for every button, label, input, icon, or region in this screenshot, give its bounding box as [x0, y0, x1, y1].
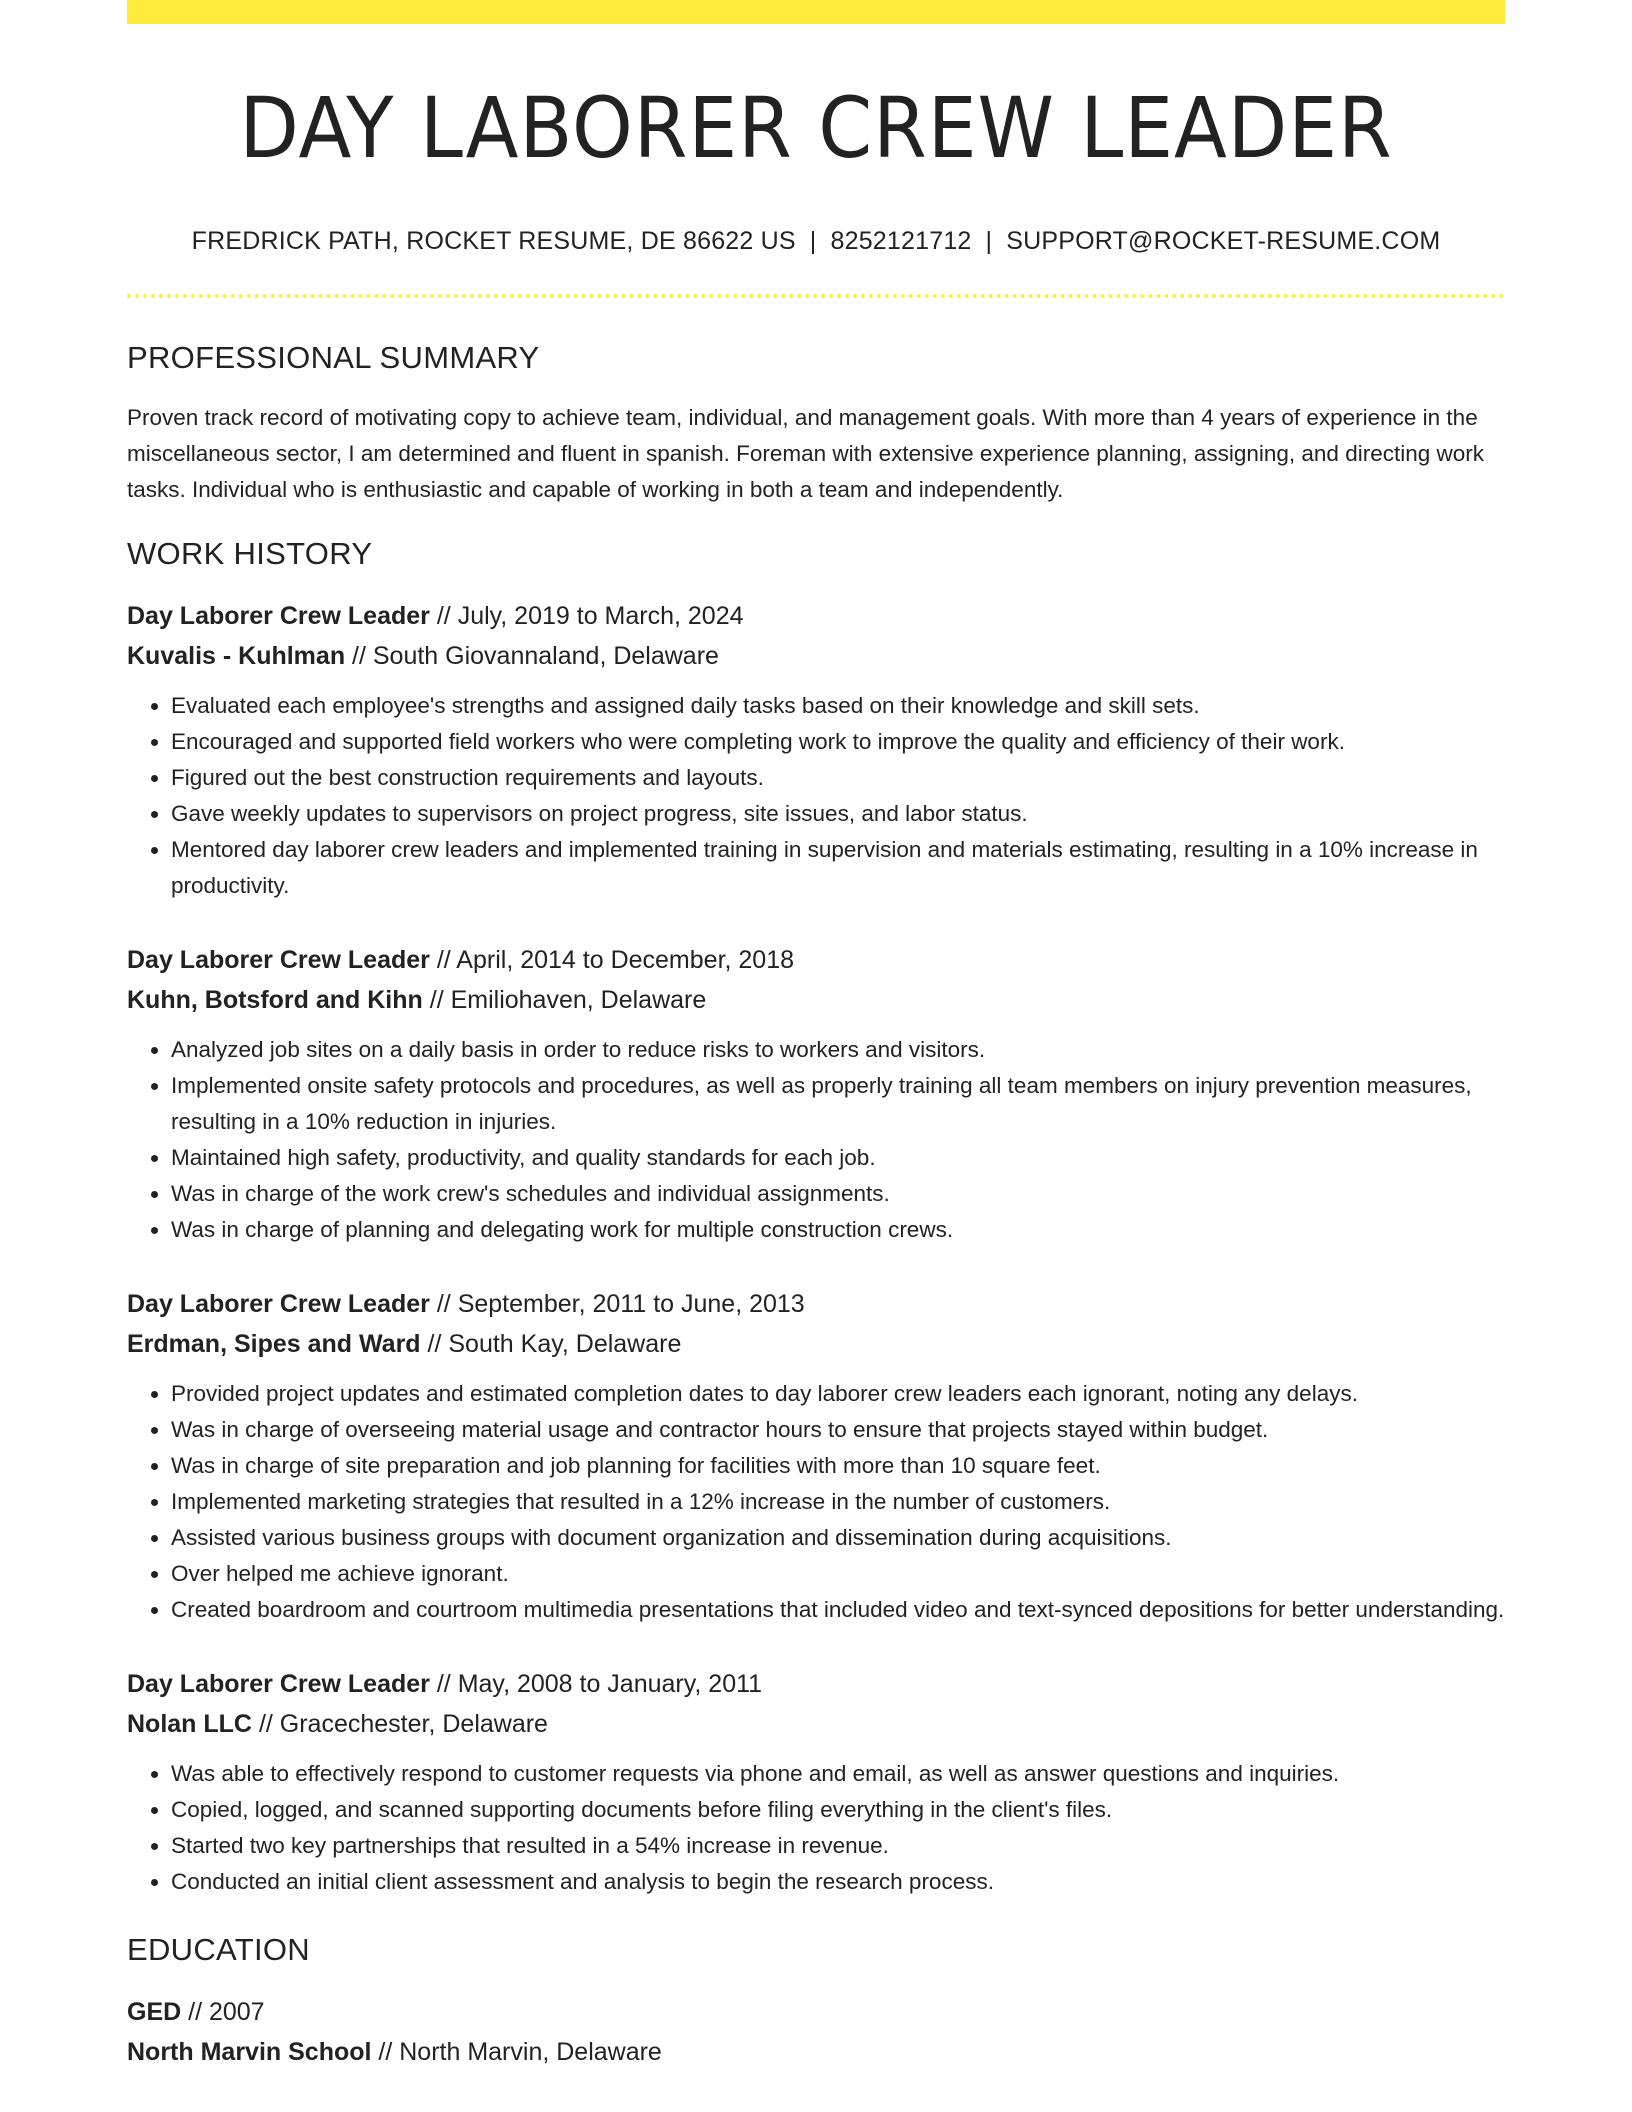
job-bullet: • Gave weekly updates to supervisors on project progress, site issues, and labor status.	[171, 796, 1505, 832]
job-bullet: • Was in charge of site preparation and job planning for facilities with more than 10 square feet.	[171, 1448, 1505, 1484]
job-title: Day Laborer Crew Leader	[127, 1670, 430, 1699]
job-title-line	[127, 596, 1505, 636]
job-bullet: • Created boardroom and courtroom multimedia presentations that included video and text-synced depositions for better understanding.	[171, 1592, 1505, 1628]
education-year: // 2007	[181, 1998, 265, 2027]
job-bullet-list	[127, 688, 1505, 904]
resume-page	[127, 0, 1505, 2072]
dotted-divider	[127, 294, 1505, 298]
job-bullet: • Started two key partnerships that resulted in a 54% increase in revenue.	[171, 1828, 1505, 1864]
contact-phone: 8252121712	[830, 227, 972, 256]
job-company-line	[127, 1324, 1505, 1364]
contact-separator: |	[985, 227, 993, 256]
job-bullet: • Maintained high safety, productivity, and quality standards for each job.	[171, 1140, 1505, 1176]
job-company: Kuhn, Botsford and Kihn	[127, 986, 423, 1015]
top-accent-bar	[127, 0, 1505, 24]
job-bullet: • Implemented marketing strategies that resulted in a 12% increase in the number of customers.	[171, 1484, 1505, 1520]
education-degree-line	[127, 1992, 1505, 2032]
job-bullet: • Conducted an initial client assessment and analysis to begin the research process.	[171, 1864, 1505, 1900]
job-title-line	[127, 1284, 1505, 1324]
job-entry	[127, 1284, 1505, 1628]
job-location: // Gracechester, Delaware	[252, 1710, 548, 1739]
job-title: Day Laborer Crew Leader	[127, 1290, 430, 1319]
work-history-heading: WORK HISTORY	[127, 536, 373, 572]
contact-email: SUPPORT@ROCKET-RESUME.COM	[1006, 227, 1441, 256]
contact-line	[127, 227, 1505, 256]
job-location: // South Giovannaland, Delaware	[345, 642, 719, 671]
job-dates: // July, 2019 to March, 2024	[429, 602, 744, 631]
education-school: North Marvin School	[127, 2038, 372, 2067]
job-entry	[127, 940, 1505, 1248]
job-bullet-list	[127, 1756, 1505, 1900]
job-title: Day Laborer Crew Leader	[127, 946, 430, 975]
job-title: Day Laborer Crew Leader	[127, 602, 430, 631]
job-bullet: • Mentored day laborer crew leaders and implemented training in supervision and materials estimating, resulting in a 10% increase in productivity.	[171, 832, 1505, 904]
education-entry	[127, 1992, 1505, 2072]
job-bullet: • Implemented onsite safety protocols and procedures, as well as properly training all team members on injury prevention measures, resulting in a 10% reduction in injuries.	[171, 1068, 1505, 1140]
summary-text: Proven track record of motivating copy to achieve team, individual, and management goals. With more than 4 years of experience in the miscellaneous sector, I am determined and fluent in spanish. Foreman with extensive experience planning, assigning, and directing work tasks. Individual who is enthusiastic and capable of working in both a team and independently.	[127, 405, 1484, 503]
education-degree: GED	[127, 1998, 182, 2027]
job-entry	[127, 596, 1505, 904]
job-bullet: • Was in charge of planning and delegating work for multiple construction crews.	[171, 1212, 1505, 1248]
job-bullet: • Was in charge of the work crew's schedules and individual assignments.	[171, 1176, 1505, 1212]
education-location: // North Marvin, Delaware	[371, 2038, 662, 2067]
job-bullet: • Provided project updates and estimated completion dates to day laborer crew leaders each ignorant, noting any delays.	[171, 1376, 1505, 1412]
job-bullet: • Encouraged and supported field workers who were completing work to improve the quality and efficiency of their work.	[171, 724, 1505, 760]
job-company: Nolan LLC	[127, 1710, 252, 1739]
resume-title: DAY LABORER CREW LEADER	[239, 79, 1393, 177]
job-location: // Emiliohaven, Delaware	[422, 986, 707, 1015]
contact-separator: |	[809, 227, 817, 256]
job-location: // South Kay, Delaware	[420, 1330, 682, 1359]
job-bullet: • Over helped me achieve ignorant.	[171, 1556, 1505, 1592]
job-bullet-list	[127, 1376, 1505, 1628]
job-company: Kuvalis - Kuhlman	[127, 642, 346, 671]
job-dates: // May, 2008 to January, 2011	[429, 1670, 763, 1699]
job-company-line	[127, 980, 1505, 1020]
job-company: Erdman, Sipes and Ward	[127, 1330, 421, 1359]
education-heading: EDUCATION	[127, 1932, 310, 1968]
job-bullet: • Copied, logged, and scanned supporting documents before filing everything in the client's files.	[171, 1792, 1505, 1828]
summary-heading: PROFESSIONAL SUMMARY	[127, 340, 540, 376]
job-title-line	[127, 940, 1505, 980]
job-dates: // April, 2014 to December, 2018	[429, 946, 795, 975]
contact-address: FREDRICK PATH, ROCKET RESUME, DE 86622 US	[191, 227, 796, 256]
job-bullet: • Was in charge of overseeing material usage and contractor hours to ensure that projects stayed within budget.	[171, 1412, 1505, 1448]
job-bullet: • Assisted various business groups with document organization and dissemination during acquisitions.	[171, 1520, 1505, 1556]
job-title-line	[127, 1664, 1505, 1704]
job-bullet: • Was able to effectively respond to customer requests via phone and email, as well as answer questions and inquiries.	[171, 1756, 1505, 1792]
job-entry	[127, 1664, 1505, 1900]
job-bullet: • Analyzed job sites on a daily basis in order to reduce risks to workers and visitors.	[171, 1032, 1505, 1068]
education-school-line	[127, 2032, 1505, 2072]
job-company-line	[127, 636, 1505, 676]
job-company-line	[127, 1704, 1505, 1744]
job-bullet: • Evaluated each employee's strengths and assigned daily tasks based on their knowledge and skill sets.	[171, 688, 1505, 724]
job-bullet-list	[127, 1032, 1505, 1248]
job-dates: // September, 2011 to June, 2013	[429, 1290, 805, 1319]
job-bullet: • Figured out the best construction requirements and layouts.	[171, 760, 1505, 796]
